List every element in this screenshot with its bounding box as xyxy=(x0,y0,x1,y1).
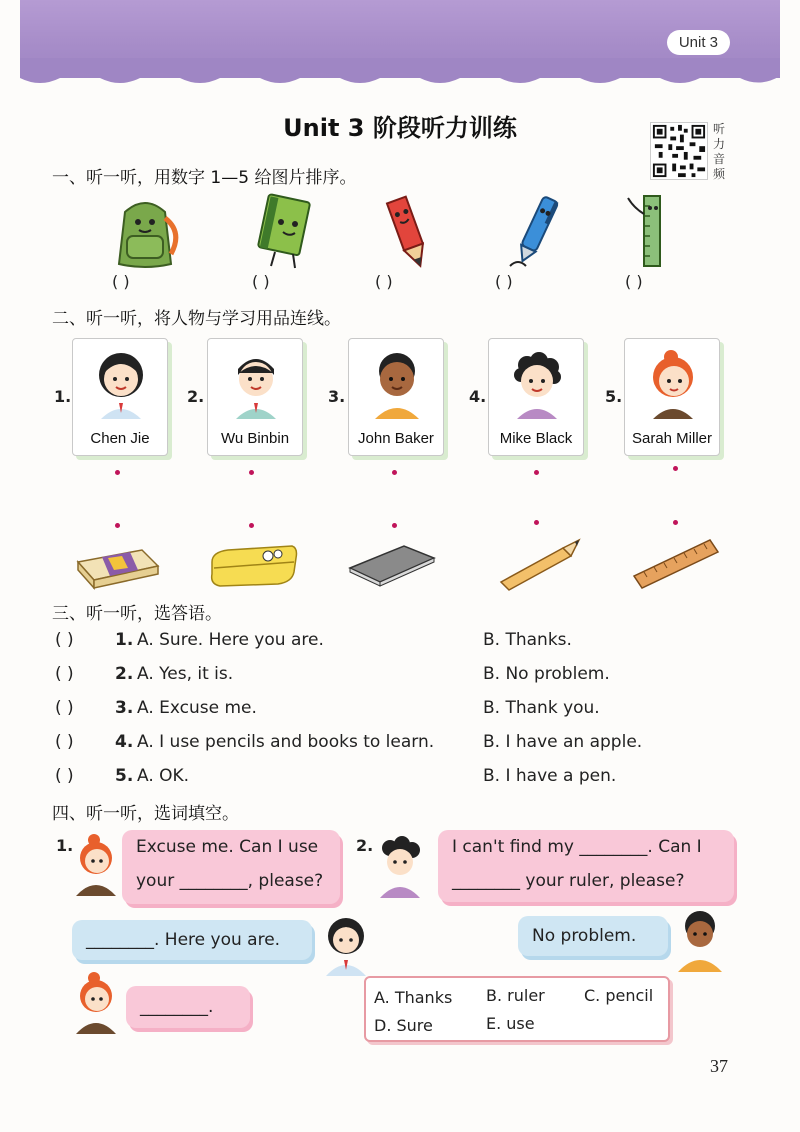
order-blank-1[interactable]: ( ) xyxy=(112,272,130,291)
answer-blank[interactable]: ( ) xyxy=(55,698,74,718)
mike-avatar-icon xyxy=(372,834,428,898)
option-a: A. Yes, it is. xyxy=(137,664,234,684)
speech-bubble-1 xyxy=(122,830,340,904)
person-name: Wu Binbin xyxy=(220,430,290,447)
word-option: E. use xyxy=(486,1014,535,1033)
backpack-icon xyxy=(105,192,185,272)
speech-bubble-3: ________. Here you are. xyxy=(72,920,312,960)
girl-face-icon xyxy=(643,349,703,419)
match-dot-top-3[interactable] xyxy=(392,470,397,475)
answer-blank[interactable]: ( ) xyxy=(55,766,74,786)
question-number: 3. xyxy=(115,698,134,718)
person-card-chen-jie xyxy=(72,338,168,456)
unit-tag: Unit 3 xyxy=(667,30,730,55)
dialog-number: 1. xyxy=(56,836,74,855)
bubble-line: I can't find my ________. Can I xyxy=(452,837,702,857)
question-number: 2. xyxy=(115,664,134,684)
sarah-avatar-icon xyxy=(68,970,124,1034)
match-dot-top-2[interactable] xyxy=(249,470,254,475)
section3-title: 三、听一听，选答语。 xyxy=(52,604,222,624)
page-number: 37 xyxy=(710,1056,728,1076)
qr-audio-label: 听力音频 xyxy=(713,122,726,181)
person-name: Sarah Miller xyxy=(631,430,713,447)
option-a: A. Sure. Here you are. xyxy=(137,630,324,650)
girl-face-icon xyxy=(91,349,151,419)
ruler-icon xyxy=(612,192,692,272)
bubble-line: ________ your ruler, please? xyxy=(452,871,685,891)
boy-face-icon xyxy=(367,349,427,419)
word-option: D. Sure xyxy=(374,1016,433,1035)
boy-face-icon xyxy=(226,349,286,419)
section2-title: 二、听一听，将人物与学习用品连线。 xyxy=(52,309,341,329)
section1-title: 一、听一听，用数字 1—5 给图片排序。 xyxy=(52,168,357,188)
answer-blank[interactable]: ( ) xyxy=(55,732,74,752)
order-blank-3[interactable]: ( ) xyxy=(375,272,393,291)
book-icon xyxy=(245,192,325,272)
sarah-avatar-icon xyxy=(68,832,124,896)
boy-face-icon xyxy=(507,349,567,419)
person-number: 4. xyxy=(469,387,487,406)
word-option: A. Thanks xyxy=(374,988,453,1007)
speech-bubble-4: No problem. xyxy=(518,916,668,956)
match-dot-bottom-1[interactable] xyxy=(115,523,120,528)
answer-blank[interactable]: ( ) xyxy=(55,664,74,684)
pencil-icon xyxy=(368,192,448,272)
order-blank-2[interactable]: ( ) xyxy=(252,272,270,291)
person-name: Chen Jie xyxy=(90,430,150,447)
ruler-icon xyxy=(630,532,720,592)
word-option: B. ruler xyxy=(486,986,545,1005)
person-number: 5. xyxy=(605,387,623,406)
notebook-icon xyxy=(346,532,436,592)
match-dot-top-5[interactable] xyxy=(673,466,678,471)
person-card-mike-black xyxy=(488,338,584,456)
chen-jie-avatar-icon xyxy=(318,912,374,976)
pen-icon xyxy=(496,192,576,272)
person-number: 2. xyxy=(187,387,205,406)
section4-title: 四、听一听，选词填空。 xyxy=(52,804,239,824)
word-option: C. pencil xyxy=(584,986,654,1005)
match-dot-top-1[interactable] xyxy=(115,470,120,475)
match-dot-bottom-4[interactable] xyxy=(534,520,539,525)
option-b: B. No problem. xyxy=(483,664,610,684)
person-name: Mike Black xyxy=(499,430,573,447)
banner-wave xyxy=(20,58,780,88)
answer-blank[interactable]: ( ) xyxy=(55,630,74,650)
page-title: Unit 3 阶段听力训练 xyxy=(283,114,517,142)
option-a: A. OK. xyxy=(137,766,190,786)
eraser-icon xyxy=(72,532,162,592)
order-blank-5[interactable]: ( ) xyxy=(625,272,643,291)
person-name: John Baker xyxy=(358,430,434,447)
crayon-icon xyxy=(493,532,583,592)
order-blank-4[interactable]: ( ) xyxy=(495,272,513,291)
question-row xyxy=(55,664,755,694)
match-dot-bottom-3[interactable] xyxy=(392,523,397,528)
match-dot-bottom-5[interactable] xyxy=(673,520,678,525)
option-b: B. I have a pen. xyxy=(483,766,617,786)
bubble-line: your ________, please? xyxy=(136,871,324,891)
question-number: 5. xyxy=(115,766,134,786)
pencil-box-icon xyxy=(208,532,298,592)
question-row xyxy=(55,732,755,762)
option-a: A. I use pencils and books to learn. xyxy=(137,732,435,752)
john-avatar-icon xyxy=(672,908,728,972)
question-number: 1. xyxy=(115,630,134,650)
match-dot-bottom-2[interactable] xyxy=(249,523,254,528)
question-number: 4. xyxy=(115,732,134,752)
option-b: B. Thank you. xyxy=(483,698,600,718)
bubble-line: Excuse me. Can I use xyxy=(136,837,319,857)
option-b: B. I have an apple. xyxy=(483,732,643,752)
qr-code-icon[interactable] xyxy=(650,122,708,180)
option-b: B. Thanks. xyxy=(483,630,572,650)
speech-bubble-5: ________. xyxy=(126,986,250,1028)
question-row xyxy=(55,766,755,796)
question-row xyxy=(55,698,755,728)
person-card-john-baker xyxy=(348,338,444,456)
option-a: A. Excuse me. xyxy=(137,698,257,718)
question-row xyxy=(55,630,755,660)
dialog-number: 2. xyxy=(356,836,374,855)
person-number: 1. xyxy=(54,387,72,406)
match-dot-top-4[interactable] xyxy=(534,470,539,475)
person-number: 3. xyxy=(328,387,346,406)
word-bank xyxy=(364,976,670,1042)
person-card-wu-binbin xyxy=(207,338,303,456)
speech-bubble-2 xyxy=(438,830,734,902)
person-card-sarah-miller xyxy=(624,338,720,456)
